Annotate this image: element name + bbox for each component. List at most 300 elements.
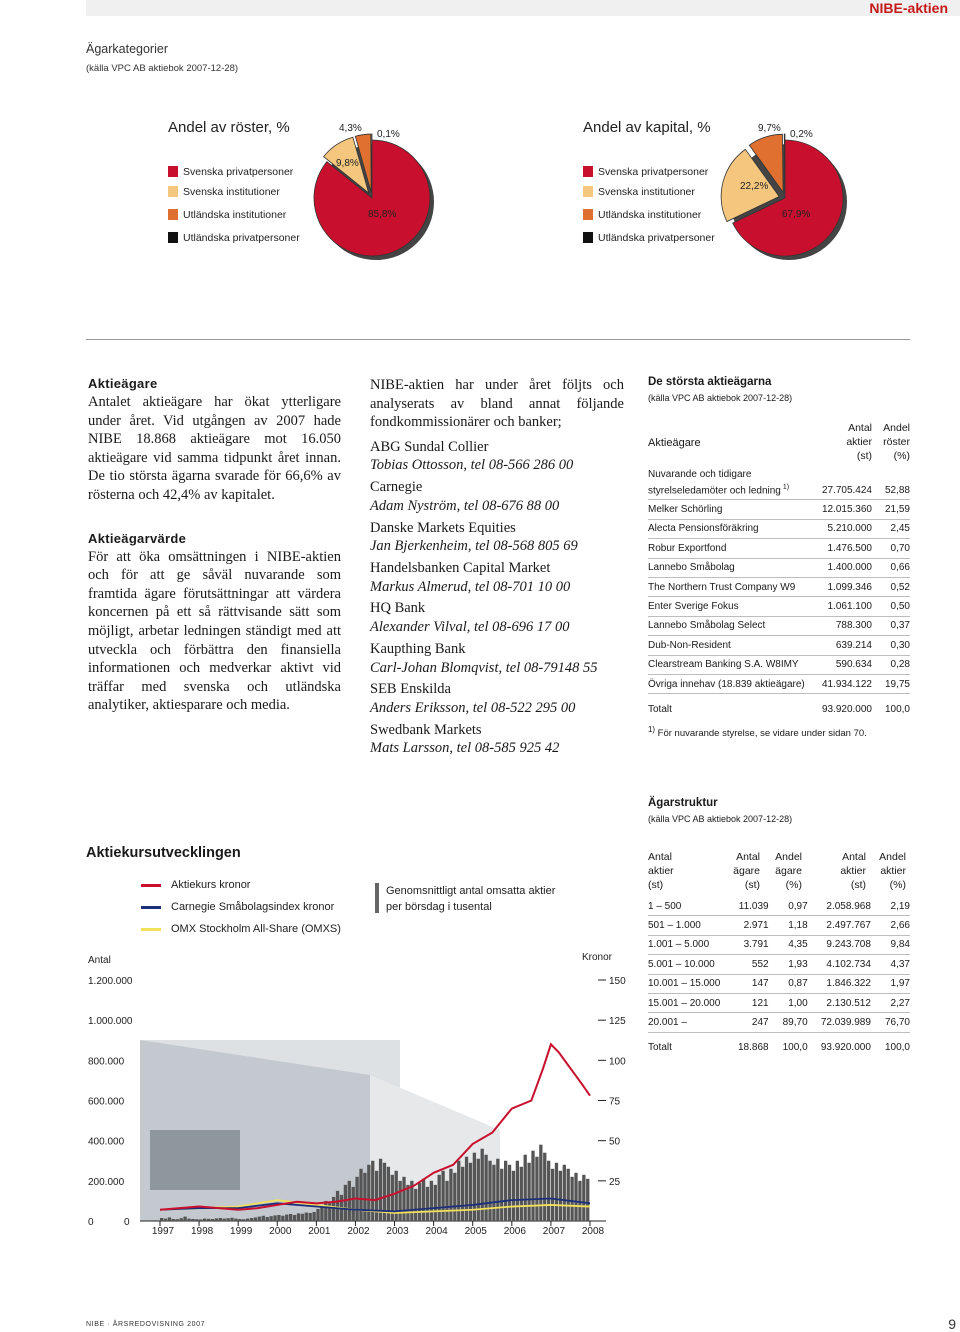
analyst-bank: Kaupthing Bank bbox=[370, 640, 466, 657]
x-axis-year-label: 2006 bbox=[503, 1226, 526, 1237]
structure-cell: 1,97 bbox=[871, 974, 910, 993]
volume-bar bbox=[352, 1187, 355, 1221]
votes-label-3: 4,3% bbox=[339, 123, 362, 134]
volume-bar bbox=[312, 1212, 315, 1221]
footer-text: NIBE · ÅRSREDOVISNING 2007 bbox=[86, 1321, 206, 1328]
volume-bar bbox=[289, 1214, 292, 1221]
structure-cell: 1,93 bbox=[769, 955, 808, 974]
owner-votes: 0,28 bbox=[872, 655, 910, 674]
structure-cell: 2.130.512 bbox=[808, 993, 871, 1012]
owner-name: styrelseledamöter och ledning $^{1)}$ bbox=[648, 481, 820, 500]
votes-legend: Svenska privatpersoner Svenska institutioner Utländska institutioner Utländska privatpersoner bbox=[168, 165, 328, 255]
analyst-contact: Markus Almerud, tel 08-701 10 00 bbox=[370, 578, 571, 595]
structure-cell: 2,19 bbox=[871, 897, 910, 916]
right-axis-tick-label: 25 bbox=[609, 1176, 621, 1188]
owner-shares: 1.099.346 bbox=[820, 577, 872, 596]
volume-bar bbox=[211, 1219, 214, 1221]
structure-cell: 1,00 bbox=[769, 993, 808, 1012]
analyst-bank: Swedbank Markets bbox=[370, 721, 482, 738]
structure-col-header: Andel aktier (%) bbox=[879, 851, 906, 891]
structure-col-header: Andel ägare (%) bbox=[775, 851, 802, 891]
volume-bar bbox=[520, 1167, 523, 1221]
structure-source: (källa VPC AB aktiebok 2007-12-28) bbox=[648, 814, 793, 824]
volume-bar bbox=[477, 1159, 480, 1221]
capital-label-4: 0,2% bbox=[790, 129, 813, 140]
volume-bar bbox=[551, 1169, 554, 1221]
analyst-bank: ABG Sundal Collier bbox=[370, 438, 489, 455]
volume-bar bbox=[230, 1218, 233, 1221]
legend-price: Aktiekurs kronor bbox=[171, 879, 251, 891]
owner-row bbox=[648, 500, 910, 519]
volume-bar bbox=[223, 1219, 226, 1221]
analyst-contact: Tobias Ottosson, tel 08-566 286 00 bbox=[370, 457, 574, 474]
volume-bar bbox=[219, 1218, 222, 1221]
capital-legend: Svenska privatpersoner Svenska institutioner Utländska institutioner Utländska privatpersoner bbox=[583, 165, 743, 255]
volume-bar bbox=[269, 1216, 272, 1221]
votes-label-1: 85,8% bbox=[368, 209, 397, 220]
structure-cell: 2.058.968 bbox=[808, 897, 871, 916]
zero-label: 0 bbox=[124, 1217, 130, 1228]
owner-row bbox=[648, 539, 910, 558]
legend-swatch bbox=[168, 186, 178, 197]
structure-row bbox=[648, 1013, 910, 1032]
volume-bar bbox=[434, 1185, 437, 1221]
left-axis-tick-label: 200.000 bbox=[88, 1176, 125, 1188]
votes-heading: Andel av röster, % bbox=[168, 119, 290, 136]
owner-votes: 2,45 bbox=[872, 519, 910, 538]
volume-bar bbox=[199, 1219, 202, 1221]
volume-bar bbox=[293, 1215, 296, 1221]
volume-bar bbox=[281, 1216, 284, 1221]
structure-cell: 4,37 bbox=[871, 955, 910, 974]
owner-name: Alecta Pensionsföräkring bbox=[648, 519, 820, 538]
x-axis-year-label: 2008 bbox=[581, 1226, 605, 1237]
analyst-bank: Carnegie bbox=[370, 479, 423, 496]
largest-owners-section bbox=[648, 376, 910, 403]
structure-cell: 11.039 bbox=[720, 897, 768, 916]
volume-bar bbox=[309, 1213, 312, 1221]
owner-shares: 788.300 bbox=[820, 616, 872, 635]
volume-bar bbox=[215, 1218, 218, 1221]
legend-swatch bbox=[168, 209, 178, 220]
volume-bar bbox=[531, 1151, 534, 1221]
owner-shares: 590.634 bbox=[820, 655, 872, 674]
volume-bar bbox=[539, 1145, 542, 1221]
volume-bar bbox=[297, 1213, 300, 1221]
structure-cell: 0,97 bbox=[769, 897, 808, 916]
volume-bar bbox=[430, 1181, 433, 1221]
left-axis-tick-label: 800.000 bbox=[88, 1056, 125, 1068]
volume-bar bbox=[508, 1165, 511, 1221]
x-axis-year-label: 2001 bbox=[308, 1226, 331, 1237]
legend-carnegie: Carnegie Småbolagsindex kronor bbox=[171, 901, 335, 913]
right-axis-tick-label: 50 bbox=[609, 1136, 621, 1148]
structure-cell: 1.001 – 5.000 bbox=[648, 935, 720, 954]
volume-bar bbox=[316, 1209, 319, 1221]
structure-section bbox=[648, 797, 792, 824]
structure-row bbox=[648, 897, 910, 916]
volume-bar bbox=[277, 1215, 280, 1221]
structure-row bbox=[648, 993, 910, 1012]
structure-row bbox=[648, 974, 910, 993]
x-axis-year-label: 2003 bbox=[386, 1226, 409, 1237]
volume-bar bbox=[375, 1171, 378, 1221]
owner-votes: 52,88 bbox=[872, 481, 910, 500]
analyst-contact: Anders Eriksson, tel 08-522 295 00 bbox=[370, 699, 576, 716]
owner-name: Enter Sverige Fokus bbox=[648, 597, 820, 616]
owner-shares: 41.934.122 bbox=[820, 674, 872, 693]
running-head: NIBE-aktien bbox=[869, 0, 948, 16]
right-axis-tick-label: 75 bbox=[609, 1096, 621, 1108]
structure-row bbox=[648, 935, 910, 954]
volume-bar bbox=[262, 1216, 265, 1221]
legend-swatch bbox=[168, 232, 178, 243]
x-axis-year-label: 2005 bbox=[464, 1226, 487, 1237]
structure-cell: 2.497.767 bbox=[808, 916, 871, 935]
pre-row-label: Nuvarande och tidigare bbox=[648, 469, 752, 480]
structure-cell: 4,35 bbox=[769, 935, 808, 954]
volume-bar bbox=[524, 1155, 527, 1221]
volume-bar bbox=[445, 1181, 448, 1221]
volume-bar bbox=[359, 1169, 362, 1221]
legend-volume: Genomsnittligt antal omsatta aktier per börsdag i tusental bbox=[386, 885, 556, 913]
volume-bar bbox=[344, 1185, 347, 1221]
volume-bar bbox=[469, 1163, 472, 1221]
volume-bar bbox=[535, 1157, 538, 1221]
owner-shares: 1.400.000 bbox=[820, 558, 872, 577]
legend-line-price bbox=[141, 884, 161, 887]
section-divider bbox=[86, 339, 910, 340]
largest-owners-table bbox=[648, 481, 910, 719]
volume-bar bbox=[473, 1153, 476, 1221]
x-axis-year-label: 1997 bbox=[151, 1226, 175, 1237]
owner-row bbox=[648, 616, 910, 635]
volume-bar bbox=[250, 1218, 253, 1221]
volume-bar bbox=[504, 1161, 507, 1221]
structure-row bbox=[648, 916, 910, 935]
volume-bar bbox=[441, 1171, 444, 1221]
legend-swatch bbox=[583, 166, 593, 177]
volume-bar bbox=[567, 1169, 570, 1221]
owner-total-row bbox=[648, 694, 910, 719]
volume-bar bbox=[187, 1219, 190, 1221]
structure-cell: Totalt bbox=[648, 1042, 672, 1054]
volume-bar bbox=[324, 1201, 327, 1221]
structure-cell: 1.846.322 bbox=[808, 974, 871, 993]
volume-bar bbox=[481, 1149, 484, 1221]
structure-cell: 501 – 1.000 bbox=[648, 916, 720, 935]
volume-bar bbox=[258, 1217, 261, 1221]
left-axis-tick-label: 400.000 bbox=[88, 1136, 125, 1148]
volume-bar bbox=[453, 1173, 456, 1221]
left-axis-tick-label: 0 bbox=[88, 1217, 94, 1228]
owner-name: Dub-Non-Resident bbox=[648, 636, 820, 655]
structure-cell: 1 – 500 bbox=[648, 897, 720, 916]
volume-bar bbox=[238, 1219, 241, 1221]
volume-bar bbox=[226, 1218, 229, 1221]
legend-line-omx bbox=[141, 928, 161, 931]
volume-bar bbox=[461, 1167, 464, 1221]
structure-cell: 2,66 bbox=[871, 916, 910, 935]
structure-cell: 9,84 bbox=[871, 935, 910, 954]
volume-bar bbox=[391, 1175, 394, 1221]
capital-heading: Andel av kapital, % bbox=[583, 119, 711, 136]
capital-label-1: 67,9% bbox=[782, 209, 811, 220]
volume-bar bbox=[266, 1217, 269, 1221]
structure-cell: 9.243.708 bbox=[808, 935, 871, 954]
left-axis-tick-label: 1.000.000 bbox=[88, 1016, 133, 1028]
structure-cell: 247 bbox=[720, 1013, 768, 1032]
largest-footnote: $^{1)}$ För nuvarande styrelse, se vidare under sidan 70. bbox=[648, 725, 867, 740]
x-axis-year-label: 2002 bbox=[347, 1226, 370, 1237]
structure-cell: 18.868 bbox=[738, 1042, 769, 1054]
volume-bar bbox=[488, 1161, 491, 1221]
ownership-title: Ägarkategorier bbox=[86, 42, 168, 56]
structure-cell: 147 bbox=[720, 974, 768, 993]
owner-name: Lannebo Småbolag bbox=[648, 558, 820, 577]
structure-cell: 76,70 bbox=[871, 1013, 910, 1032]
aktieagarvarde-text: För att öka omsättningen i NIBE-aktien och för att ge såväl nuvarande som framtida ägare förutsättningar att värdera koncernen på ett så rättvisande sätt som möjligt, arbetar ledningen ständigt med att utveckla och förbättra den finansiella informationen och medverkar aktivt vid träffar med svenska och utländska analytiker, aktiesparare och media. bbox=[88, 548, 341, 714]
page-number: 9 bbox=[948, 1316, 956, 1332]
volume-bar bbox=[438, 1175, 441, 1221]
structure-cell: 0,87 bbox=[769, 974, 808, 993]
owner-name: Clearstream Banking S.A. W8IMY bbox=[648, 655, 820, 674]
volume-bar bbox=[207, 1219, 210, 1221]
structure-col-header: Antal aktier (st) bbox=[648, 851, 674, 891]
owner-row bbox=[648, 577, 910, 596]
volume-bar bbox=[516, 1161, 519, 1221]
volume-bar bbox=[176, 1219, 179, 1221]
analyst-contact: Carl-Johan Blomqvist, tel 08-79148 55 bbox=[370, 659, 598, 676]
left-axis-title: Antal bbox=[88, 955, 111, 966]
legend-swatch bbox=[583, 232, 593, 243]
volume-bar bbox=[406, 1185, 409, 1221]
volume-bar bbox=[195, 1219, 198, 1221]
structure-cell: 4.102.734 bbox=[808, 955, 871, 974]
aktieagare-heading: Aktieägare bbox=[88, 376, 158, 391]
owner-name: Robur Exportfond bbox=[648, 539, 820, 558]
structure-cell: 2,27 bbox=[871, 993, 910, 1012]
left-axis-tick-label: 600.000 bbox=[88, 1096, 125, 1108]
stock-price-chart bbox=[80, 965, 626, 1245]
volume-bar bbox=[168, 1217, 171, 1221]
owner-row bbox=[648, 597, 910, 616]
owner-shares: 639.214 bbox=[820, 636, 872, 655]
volume-bar bbox=[457, 1161, 460, 1221]
owner-row bbox=[648, 481, 910, 500]
structure-col-header: Antal aktier (st) bbox=[840, 851, 866, 891]
right-axis-tick-label: 150 bbox=[609, 976, 626, 987]
x-axis-year-label: 1998 bbox=[190, 1226, 214, 1237]
volume-bar bbox=[484, 1155, 487, 1221]
capital-pie-chart bbox=[718, 130, 868, 270]
owner-name: The Northern Trust Company W9 bbox=[648, 577, 820, 596]
owner-votes: 0,37 bbox=[872, 616, 910, 635]
owner-row bbox=[648, 655, 910, 674]
legend-line-carnegie bbox=[141, 906, 161, 909]
owner-votes: 21,59 bbox=[872, 500, 910, 519]
volume-bar bbox=[512, 1171, 515, 1221]
volume-bar bbox=[547, 1161, 550, 1221]
volume-bar bbox=[234, 1219, 237, 1221]
volume-bar bbox=[254, 1217, 257, 1221]
owner-votes: 0,30 bbox=[872, 636, 910, 655]
structure-cell: 3.791 bbox=[720, 935, 768, 954]
legend-swatch bbox=[583, 186, 593, 197]
volume-bar bbox=[543, 1153, 546, 1221]
analyst-bank: Handelsbanken Capital Market bbox=[370, 560, 551, 576]
analyst-contact: Mats Larsson, tel 08-585 925 42 bbox=[370, 740, 560, 757]
analysts-intro: NIBE-aktien har under året följts och analyserats av bland annat följande fondkommissionärer och banker; bbox=[370, 377, 624, 431]
structure-cell: 100,0 bbox=[884, 1042, 910, 1054]
legend-swatch bbox=[168, 166, 178, 177]
chart-title: Aktiekursutvecklingen bbox=[86, 845, 241, 861]
volume-bar bbox=[586, 1179, 589, 1221]
structure-col-header: Antal ägare (st) bbox=[733, 851, 760, 891]
x-axis-year-label: 2007 bbox=[542, 1226, 566, 1237]
owner-shares: 1.476.500 bbox=[820, 539, 872, 558]
x-axis-year-label: 2004 bbox=[425, 1226, 448, 1237]
chart-photo-window bbox=[150, 1130, 240, 1190]
volume-bar bbox=[160, 1218, 163, 1221]
volume-bar bbox=[426, 1187, 429, 1221]
structure-cell: 121 bbox=[720, 993, 768, 1012]
volume-bar bbox=[500, 1169, 503, 1221]
largest-owners-title: De största aktieägarna bbox=[648, 376, 772, 388]
structure-cell: 2.971 bbox=[720, 916, 768, 935]
volume-bar bbox=[285, 1215, 288, 1221]
owner-row bbox=[648, 636, 910, 655]
volume-bar bbox=[574, 1173, 577, 1221]
owner-votes: 0,50 bbox=[872, 597, 910, 616]
total-shares: 93.920.000 bbox=[821, 703, 872, 715]
volume-bar bbox=[555, 1163, 558, 1221]
right-axis-tick-label: 125 bbox=[609, 1016, 626, 1028]
analyst-contact: Adam Nyström, tel 08-676 88 00 bbox=[370, 497, 560, 514]
right-axis-tick-label: 100 bbox=[609, 1056, 626, 1068]
col-header-shares: Antal aktier (st) bbox=[846, 422, 872, 462]
structure-row bbox=[648, 955, 910, 974]
volume-bar bbox=[305, 1213, 308, 1221]
owner-shares: 12.015.360 bbox=[820, 500, 872, 519]
structure-cell: 10.001 – 15.000 bbox=[648, 974, 720, 993]
structure-cell: 5.001 – 10.000 bbox=[648, 955, 720, 974]
volume-bar bbox=[418, 1183, 421, 1221]
volume-bar bbox=[465, 1157, 468, 1221]
volume-bar bbox=[183, 1217, 186, 1221]
left-axis-tick-label: 1.200.000 bbox=[88, 976, 133, 987]
structure-cell: 15.001 – 20.000 bbox=[648, 993, 720, 1012]
volume-bar bbox=[191, 1219, 194, 1221]
volume-bar bbox=[414, 1189, 417, 1221]
owner-votes: 0,52 bbox=[872, 577, 910, 596]
x-axis-year-label: 1999 bbox=[230, 1226, 253, 1237]
text-column-1 bbox=[88, 376, 341, 715]
structure-cell: 1,18 bbox=[769, 916, 808, 935]
analyst-contact: Alexander Vilval, tel 08-696 17 00 bbox=[370, 619, 570, 636]
volume-bar bbox=[449, 1169, 452, 1221]
votes-pie-chart bbox=[305, 130, 455, 270]
legend-swatch bbox=[583, 209, 593, 220]
volume-bar bbox=[203, 1219, 206, 1221]
volume-bar bbox=[301, 1214, 304, 1221]
owner-votes: 0,66 bbox=[872, 558, 910, 577]
owner-row bbox=[648, 674, 910, 693]
owner-name: Lannebo Småbolag Select bbox=[648, 616, 820, 635]
volume-bar bbox=[273, 1215, 276, 1221]
analyst-bank: HQ Bank bbox=[370, 600, 426, 617]
capital-label-2: 22,2% bbox=[740, 181, 769, 192]
volume-bar bbox=[246, 1219, 249, 1221]
structure-title: Ägarstruktur bbox=[648, 797, 718, 809]
volume-bar bbox=[336, 1191, 339, 1221]
volume-bar bbox=[582, 1175, 585, 1221]
analyst-list bbox=[370, 438, 624, 758]
owner-shares: 5.210.000 bbox=[820, 519, 872, 538]
volume-bar bbox=[164, 1219, 167, 1221]
volume-bar bbox=[367, 1165, 370, 1221]
volume-bar bbox=[363, 1173, 366, 1221]
col-header-votes: Andel röster (%) bbox=[883, 422, 910, 462]
structure-cell: 100,0 bbox=[782, 1042, 808, 1054]
owner-shares: 27.705.424 bbox=[820, 481, 872, 500]
ownership-source: (källa VPC AB aktiebok 2007-12-28) bbox=[86, 63, 239, 74]
right-axis-title: Kronor bbox=[582, 952, 613, 963]
x-axis-year-label: 2000 bbox=[269, 1226, 292, 1237]
structure-cell: 89,70 bbox=[769, 1013, 808, 1032]
legend-bar-swatch bbox=[375, 883, 379, 913]
volume-bar bbox=[422, 1179, 425, 1221]
volume-bar bbox=[402, 1177, 405, 1221]
total-votes: 100,0 bbox=[884, 703, 910, 715]
analyst-bank: SEB Enskilda bbox=[370, 681, 451, 698]
owner-votes: 0,70 bbox=[872, 539, 910, 558]
volume-bar bbox=[242, 1219, 245, 1221]
analyst-bank: Danske Markets Equities bbox=[370, 519, 516, 536]
structure-cell: 72.039.989 bbox=[808, 1013, 871, 1032]
owner-name: Melker Schörling bbox=[648, 500, 820, 519]
analyst-contact: Jan Bjerkenheim, tel 08-568 805 69 bbox=[370, 538, 578, 555]
header-bar bbox=[86, 0, 960, 16]
volume-bar bbox=[492, 1165, 495, 1221]
volume-bar bbox=[348, 1181, 351, 1221]
owner-shares: 1.061.100 bbox=[820, 597, 872, 616]
owner-name: Övriga innehav (18.839 aktieägare) bbox=[648, 674, 820, 693]
structure-total-row bbox=[648, 1032, 910, 1057]
owner-row bbox=[648, 558, 910, 577]
owner-row bbox=[648, 519, 910, 538]
total-name: Totalt bbox=[648, 703, 672, 715]
structure-cell: 552 bbox=[720, 955, 768, 974]
aktieagare-text: Antalet aktieägare har ökat ytterligare under året. Vid utgången av 2007 hade NIBE 18.868 aktieägare mot 16.050 aktieägare vid samma tidpunkt året innan. De tio största ägarna svarade för 66,6% av rösterna och 42,4% av kapitalet. bbox=[88, 394, 341, 503]
aktieagarvarde-heading: Aktieägarvärde bbox=[88, 530, 187, 546]
structure-table bbox=[648, 897, 910, 1057]
volume-bar bbox=[398, 1181, 401, 1221]
owner-votes: 19,75 bbox=[872, 674, 910, 693]
volume-bar bbox=[180, 1218, 183, 1221]
volume-bar bbox=[578, 1181, 581, 1221]
col-header-owner: Aktieägare bbox=[648, 437, 701, 449]
structure-cell: 93.920.000 bbox=[820, 1042, 871, 1054]
volume-bar bbox=[570, 1177, 573, 1221]
volume-bar bbox=[527, 1163, 530, 1221]
legend-omx: OMX Stockholm All-Share (OMXS) bbox=[171, 923, 341, 935]
volume-bar bbox=[496, 1159, 499, 1221]
structure-cell: 20.001 – bbox=[648, 1013, 720, 1032]
analysts-column bbox=[370, 376, 624, 761]
largest-owners-source: (källa VPC AB aktiebok 2007-12-28) bbox=[648, 393, 793, 403]
volume-bar bbox=[172, 1219, 175, 1221]
